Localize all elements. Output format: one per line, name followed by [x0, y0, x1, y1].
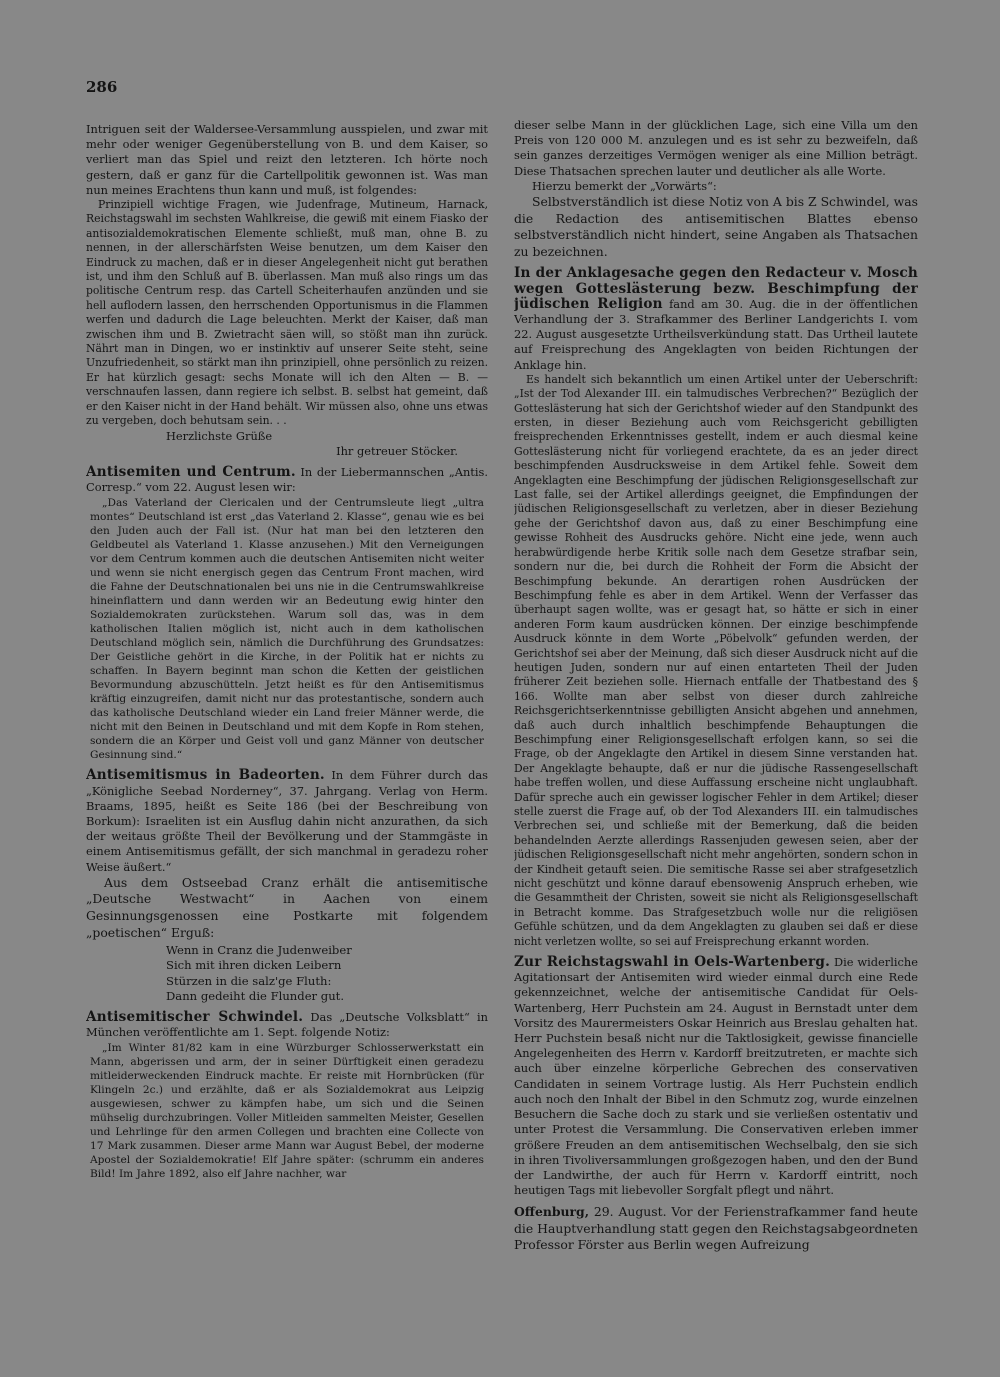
intro-paragraph: Intriguen seit der Waldersee-Versammlung ausspielen, und zwar mit mehr oder weniger Gegenüberstellung von B. und dem Kaiser, so verliert man das Spiel und reizt den letzteren. Ich hörte noch gestern, daß er ganz für die Cartellpolitik gewonnen ist. Was man nun meines Erachtens thun kann und muß, ist folgendes:: [86, 122, 488, 197]
section-text: Die widerliche Agitationsart der Antisemiten wird wieder einmal durch eine Rede gekennzeichnet, welche der antisemitische Candidat für Oels-Wartenberg, Herr Puchstein am 24. August in Bernstadt unter dem Vorsitz des Maurermeisters Oskar Heinrich aus Breslau gehalten hat. Herr Puchstein besaß nicht nur die Taktlosigkeit, gewisse financielle Angelegenheiten des Herrn v. Kardorff breitzutreten, er machte sich auch über einzelne körperliche Gebrechen des conservativen Candidaten in seinem Vortrage lustig. Als Herr Puchstein endlich auch noch den Inhalt der Bibel in den Schmutz zog, wurde einzelnen Besuchern die Sache doch zu stark und sie verließen ostentativ und unter Protest die Versammlung. Die Conservativen erleben immer größere Freuden an dem antisemitischen Wechselbalg, den sie sich in ihren Tivoliversammlungen großgezogen haben, und den der Bund der Landwirthe, der auch für Herrn v. Kardorff eintritt, noch heutigen Tags mit liebevoller Sorgfalt pflegt und nährt.: [514, 955, 918, 1198]
section-offenburg: [514, 1204, 918, 1253]
page-number: 286: [86, 78, 118, 96]
section-title: In der Anklagesache gegen den Redacteur v. Mosch wegen Gotteslästerung bezw. Beschimpfung der jüdischen Religion: [514, 265, 918, 312]
poem-line: Sich mit ihren dicken Leibern: [166, 958, 342, 973]
letter-paragraph: Prinzipiell wichtige Fragen, wie Judenfrage, Mutineum, Harnack, Reichstagswahl im sechsten Wahlkreise, die gewiß mit einem Fiasko der antisozialdemokratischen Elemente schließt, muß man, ohne B. zu nennen, in der allerschärfsten Weise benutzen, um dem Kaiser den Eindruck zu machen, daß er in dieser Angelegenheit nicht gut berathen ist, und ihm den Schluß auf B. überlassen. Man muß also rings um das politische Centrum resp. das Cartell Scheiterhaufen anzünden und sie hell auflodern lassen, den herrschenden Opportunismus in die Flammen werfen und dadurch die Lage beleuchten. Merkt der Kaiser, daß man zwischen ihm und B. Zwietracht säen will, so stößt man ihn zurück. Nährt man in Dingen, wo er instinktiv auf unserer Seite steht, seine Unzufriedenheit, so stärkt man ihn prinzipiell, ohne persönlich zu reizen. Er hat kürzlich gesagt: sechs Monate will ich den Alten — B. — verschnaufen lassen, dann regiere ich selbst. B. selbst hat gemeint, daß er den Kaiser nicht in der Hand behält. Wir müssen also, ohne uns etwas zu vergeben, doch behutsam sein. . .: [86, 198, 488, 428]
greeting: Herzlichste Grüße: [166, 428, 273, 443]
dateline-place: Offenburg,: [514, 1204, 590, 1220]
poem-line: Wenn in Cranz die Judenweiber: [166, 943, 352, 958]
right-column: [514, 118, 918, 1277]
section-title: Antisemitismus in Badeorten.: [86, 767, 325, 784]
section-title: Antisemiten und Centrum.: [86, 463, 296, 480]
remark-line: Hierzu bemerkt der „Vorwärts“:: [532, 178, 717, 193]
poem-line: Dann gedeiht die Flunder gut.: [166, 988, 345, 1003]
section-quote: „Das Vaterland der Clericalen und der Centrumsleute liegt „ultra montes“ Deutschland ist erst „das Vaterland 2. Klasse“, genau wie es bei den Juden auch der Fall ist. (Nur hat man bei den letzteren den Geldbeutel als Vaterland 1. Klasse anzusehen.) Mit den Verneigungen vor dem Centrum kommen auch die deutschen Antisemiten nicht weiter und wenn sie nicht energisch gegen das Centrum Front machen, wird die Fahne der Deutschnationalen bei uns nie in die Centrumswahlkreise hineinflattern und dann werden wir an Bedeutung ewig hinter den Sozialdemokraten zurückstehen. Warum soll das, was in dem katholischen Italien möglich ist, nicht auch in dem katholischen Deutschland möglich sein, nämlich die Durchführung des Grundsatzes: Der Geistliche gehört in die Kirche, in der Politik hat er nichts zu schaffen. In Bayern beginnt man schon die Ketten der geistlichen Bevormundung abzuschütteln. Jetzt heißt es für den Antisemitismus kräftig einzugreifen, damit nicht nur das protestantische, sondern auch das katholische Deutschland wieder ein Land freier Männer werde, die nicht mit den Beinen in Deutschland und mit dem Kopfe in Rom stehen, sondern die an Körper und Geist voll und ganz Männer von deutscher Gesinnung sind.“: [90, 497, 484, 762]
section-lead: In der Liebermannschen „Antis. Corresp.“ vom 22. August lesen wir:: [86, 464, 488, 495]
section-text: fand am 30. Aug. die in der öffentlichen Verhandlung der 3. Strafkammer des Berliner Landgerichts I. vom 22. August ausgesetzte Urtheilsverkündung statt. Das Urtheil lautete auf Freisprechung des Angeklagten von beiden Richtungen der Anklage hin.: [514, 296, 918, 372]
section-quote: „Im Winter 81/82 kam in eine Würzburger Schlosserwerkstatt ein Mann, abgerissen und arm, der in seiner Dürftigkeit einen geradezu mitleiderweckenden Eindruck machte. Er reiste mit Hornbrücken (für Klingeln 2c.) und erzählte, daß er als Sozialdemokrat aus Leipzig ausgewiesen, schwer zu kämpfen habe, um sich und die Seinen mühselig durchzubringen. Voller Mitleiden sammelten Meister, Gesellen und Lehrlinge für den armen Collegen und brachten eine Collecte von 17 Mark zusammen. Dieser arme Mann war August Bebel, der moderne Apostel der Sozialdemokratie! Elf Jahre später: (schrumm ein anderes Bild! Im Jahre 1892, also elf Jahre nachher, war: [90, 1042, 484, 1181]
section-detail: Es handelt sich bekanntlich um einen Artikel unter der Ueberschrift: „Ist der Tod Alexander III. ein talmudisches Verbrechen?“ Bezüglich der Gotteslästerung hat sich der Gerichtshof wieder auf den Standpunkt des ersten, in dieser Beziehung auch vom Reichsgericht gebilligten freisprechenden Erkenntnisses gestellt, indem er auch diesmal keine Gotteslästerung nicht für vorliegend erachtete, da es an jeder direct beschimpfenden Ausdrucksweise in dem Artikel fehle. Soweit dem Angeklagten eine Beschimpfung der jüdischen Religionsgesellschaft zur Last falle, sei der Artikel allerdings geeignet, die Empfindungen der jüdischen Religionsgesellschaft zu verletzen, aber in dieser Beziehung gehe der Gerichtshof davon aus, daß zu einer Beschimpfung eine gewisse Rohheit des Ausdrucks gehöre. Nicht eine jede, wenn auch herabwürdigende herbe Kritik solle nach dem Gesetze strafbar sein, sondern nur die, bei durch die Rohheit der Form die Absicht der Beschimpfung bekunde. An derartigen rohen Ausdrücken der Beschimpfung fehle es aber in dem Artikel. Wenn der Verfasser das überhaupt sagen wollte, was er gesagt hat, so hätte er sich in einer anderen Form kaum ausdrücken können. Der einzige beschimpfende Ausdruck könnte in dem Worte „Pöbelvolk“ gefunden werden, der Gerichtshof sei aber der Meinung, daß sich dieser Ausdruck nicht auf die heutigen Juden, sondern nur auf einen entarteten Theil der Juden früherer Zeit beziehen solle. Hiernach entfalle der Thatbestand des § 166. Wollte man aber selbst von dieser durch zahlreiche Reichsgerichtserkenntnisse gebilligten Ansicht abgehen und annehmen, daß auch durch inhaltlich beschimpfende Behauptungen die Beschimpfung einer Religionsgesellschaft erfolgen kann, so sei die Frage, ob der Angeklagte den Artikel in diesem Sinne verstanden hat. Der Angeklagte behaupte, daß er nur die jüdische Rassengesellschaft habe treffen wollen, und diese Auffassung erscheine nicht unglaubhaft. Dafür spreche auch ein gewisser logischer Fehler in dem Artikel; dieser stelle zuerst die Frage auf, ob der Tod Alexanders III. ein talmudisches Verbrechen sei, und schließe mit der Bemerkung, daß die beiden behandelnden Aerzte allerdings Rassenjuden gewesen seien, aber der jüdischen Religionsgesellschaft nicht mehr angehörten, sondern schon in der Kindheit getauft seien. Die semitische Rasse sei aber strafgesetzlich nicht geschützt und könne darauf ebensowenig Anspruch erheben, wie die Gesammtheit der Christen, soweit sie nicht als Religionsgesellschaft in Betracht komme. Das Strafgesetzbuch wolle nur die religiösen Gefühle schützen, und da dem Angeklagten zu glauben sei daß er diese nicht verletzen wollte, so sei auf Freisprechung erkannt worden.: [514, 372, 918, 948]
signature: Ihr getreuer Stöcker.: [336, 443, 458, 458]
remark-text: Selbstverständlich ist diese Notiz von A bis Z Schwindel, was die Redaction des antisemitischen Blattes ebenso selbstverständlich nicht hindert, seine Angaben als Thatsachen zu bezeichnen.: [514, 194, 918, 259]
section-text: 29. August. Vor der Ferienstrafkammer fand heute die Hauptverhandlung statt gegen den Reichstagsabgeordneten Professor Förster aus Berlin wegen Aufreizung: [514, 1204, 918, 1253]
section-text: In dem Führer durch das „Königliche Seebad Norderney“, 37. Jahrgang. Verlag von Herm. Braams, 1895, heißt es Seite 186 (bei der Beschreibung von Borkum): Israeliten ist ein Ausflug dahin nicht anzurathen, da sich der weitaus größte Theil der Bevölkerung und der Stammgäste in einem Antisemitismus gefällt, der sich manchmal in geradezu roher Weise äußert.“: [86, 768, 488, 874]
continuation-paragraph: dieser selbe Mann in der glücklichen Lage, sich eine Villa um den Preis von 120 000 M. anzulegen und es ist sehr zu bezweifeln, daß sein ganzes derzeitiges Vermögen weniger als eine Million beträgt. Diese Thatsachen sprechen lauter und deutlicher als alle Worte.: [514, 118, 918, 178]
left-column: [86, 122, 488, 1277]
poem-line: Stürzen in die salz'ge Fluth:: [166, 973, 332, 988]
section-lead: Das „Deutsche Volksblatt“ in München veröffentlichte am 1. Sept. folgende Notiz:: [86, 1009, 488, 1040]
section-title: Zur Reichstagswahl in Oels-Wartenberg.: [514, 954, 831, 971]
section-text-2: Aus dem Ostseebad Cranz erhält die antisemitische „Deutsche Westwacht“ in Aachen von einem Gesinnungsgenossen eine Postkarte mit folgendem „poetischen“ Erguß:: [86, 874, 488, 940]
section-title: Antisemitischer Schwindel.: [86, 1008, 304, 1025]
poem: [166, 943, 488, 1004]
